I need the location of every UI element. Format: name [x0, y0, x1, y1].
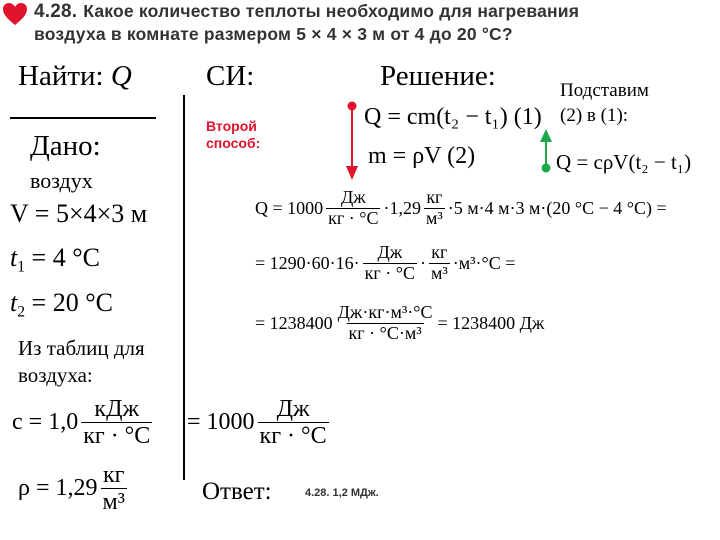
problem-line1: Какое количество теплоты необходимо для нагревания — [83, 1, 580, 21]
calc-line-2 — [255, 243, 515, 284]
problem-line2: воздуха в комнате размером 5 × 4 × 3 м от 4 до 20 °C? — [34, 24, 513, 44]
calc1-b: ·1,29 — [383, 197, 421, 218]
second-method-label: Второй способ: — [206, 118, 261, 151]
given-si-divider — [183, 95, 185, 480]
formula-1: Q = cm(t₂ − t₁) (1) — [364, 104, 542, 130]
calc1-num: Дж — [340, 187, 366, 207]
calc1-den: кг · °C — [328, 207, 379, 228]
rho-left: ρ = 1,29 — [18, 475, 98, 502]
calc3-a: = 1238400 — [255, 312, 333, 333]
calc3-num: Дж·кг·м³·°C — [337, 302, 433, 322]
calc2-a: = 1290·60·16· — [255, 252, 360, 273]
given-rho — [18, 462, 130, 516]
si-header: СИ: — [206, 60, 255, 92]
find-label: Найти: — [18, 60, 111, 92]
down-arrow-icon — [344, 100, 360, 182]
calc1-c: ·5 м·4 м·3 м·(20 °C − 4 °C) = — [447, 197, 667, 218]
c-left: c = 1,0 — [12, 409, 79, 436]
up-arrow-icon — [538, 128, 554, 174]
calc3-b: = 1238400 Дж — [437, 312, 545, 333]
c-unit-num: кДж — [94, 396, 140, 422]
given-t1: $t_1 = 4$ °C — [10, 243, 100, 276]
calc1-den2: м³ — [425, 207, 443, 228]
given-c — [12, 396, 155, 450]
rho-unit-num: кг — [102, 462, 125, 488]
calc1-num2: кг — [426, 187, 443, 207]
solution-header: Решение: — [380, 60, 496, 92]
given-substance: воздух — [30, 168, 93, 193]
problem-statement — [34, 0, 579, 45]
calc-line-3 — [255, 303, 544, 344]
problem-number: 4.28. — [34, 1, 78, 22]
calc2-b: · — [419, 252, 426, 273]
find-divider — [10, 117, 156, 119]
calc3-den: кг · °C·м³ — [348, 322, 422, 343]
heart-icon — [2, 2, 28, 26]
calc2-den: кг · °C — [364, 262, 415, 283]
c-si-value: = 1000 — [187, 409, 255, 436]
calc2-den2: м³ — [430, 262, 448, 283]
calc2-num2: кг — [431, 242, 448, 262]
formula-3: Q = cρV(t₂ − t₁) — [556, 150, 692, 174]
answer-label: Ответ: — [202, 478, 272, 505]
given-header: Дано: — [30, 130, 101, 162]
calc2-num: Дж — [377, 242, 403, 262]
calc2-c: ·м³·°C = — [452, 252, 516, 273]
find-header — [18, 60, 132, 93]
c-unit-den: кг · °C — [83, 423, 151, 450]
calc1-a: Q = 1000 — [255, 197, 324, 218]
given-t2: $t_2 = 20$ °C — [10, 288, 113, 321]
find-variable: Q — [110, 60, 132, 92]
calc-line-1 — [255, 188, 667, 229]
rho-unit-den: м³ — [102, 489, 125, 516]
c-si-unit-den: кг · °C — [259, 423, 327, 450]
tables-note: Из таблиц для воздуха: — [18, 336, 145, 387]
formula-2: m = ρV (2) — [368, 143, 476, 169]
substitute-note: Подставим (2) в (1): — [560, 80, 649, 126]
c-si-unit-num: Дж — [276, 396, 310, 422]
given-volume: V = 5×4×3 м — [10, 199, 148, 228]
answer-value: 4.28. 1,2 МДж. — [305, 487, 379, 499]
given-c-si — [187, 396, 332, 450]
